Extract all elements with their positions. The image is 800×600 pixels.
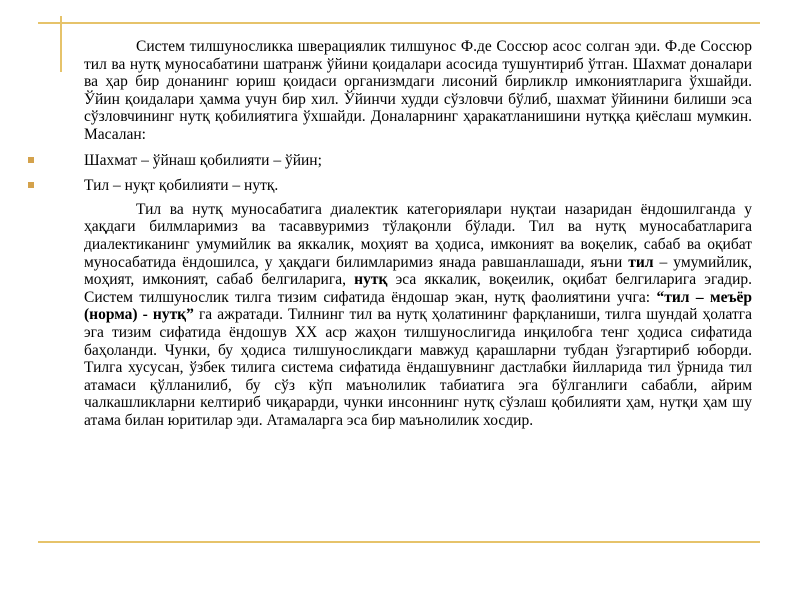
bullet-text: Тил – нуқт қобилияти – нутқ. [84, 177, 279, 195]
paragraph-gap [84, 169, 752, 175]
left-decorative-rule [60, 16, 62, 72]
intro-paragraph: Систем тилшуносликка шверациялик тилшунос Ф.де Соссюр асос солган эди. Ф.де Соссюр тил ва нутқ муносабатини шатранж ўйини қоидалари асосида тушунтириб ўтган. Шахмат доналари ва ҳар бир донанинг юриш қоидаси организмдаги лисоний бирликлр имкониятларига ўхшайди. Ўйин қоидалари ҳамма учун бир хил. Ўйинчи худди сўзловчи бўлиб, шахмат ўйинини билиши эса сўзловчининг нутқ қобилиятига ўхшайди. Доналарнинг ҳаракатланишини нутққа қиёслаш мумкин. Масалан: [84, 38, 752, 143]
bullet-square-icon [28, 157, 34, 163]
top-decorative-rule [38, 22, 760, 24]
bullet-text: Шахмат – ўйнаш қобилияти – ўйин; [84, 151, 322, 169]
main-paragraph [84, 201, 752, 430]
main-paragraph-text: – умумийлик, моҳият, имконият, сабаб белгиларига, [84, 253, 753, 289]
main-paragraph-text: Тил ва нутқ муносабатига диалектик категориялари нуқтаи назаридан ёндошилганда у ҳақдаги билмларимиз ва тасаввуримиз тўлақонли бўлади. Тил ва нутқ муносабатларига диалектиканинг умумийлик ва яккалик, моҳият ва ҳодиса, имконият ва воқелик, сабаб ва оқибат муносабатида ёндошилса, у ҳақдаги билимларимиз янада равшанлашади, яъни [84, 200, 752, 271]
paragraph-gap [84, 144, 752, 150]
bold-term-til: тил [628, 253, 654, 271]
bullet-item-chess [84, 152, 752, 170]
slide-text-body [84, 38, 752, 429]
main-paragraph-text: га ажратади. Тилнинг тил ва нутқ ҳолатининг фарқланиши, тилга шундай ҳолатга эга тизим сифатида ёндошув XX аср жаҳон тилшунослигида инқилобга тенг ҳодиса сифатида баҳоланди. Чунки, бу ҳодиса тилшуносликдаги мавжуд қарашларни тубдан ўзгартириб юборди. Тилга хусусан, ўзбек тилига система сифатида ёндашувнинг дастлабки йилларида тил ўрнида тил атамаси қўлланилиб, бу сўз кўп маънолилик табиатига эга бўлганлиги сабабли, айрим чалкашликларни келтириб чиқарарди, чунки инсоннинг нутқ сўзлаш қобилияти ҳам, нутқи ҳам шу атама билан юритилар эди. Атамаларга эса бир маънолилик хосдир. [84, 306, 753, 429]
bullet-square-icon [28, 182, 34, 188]
bullet-item-language [84, 177, 752, 195]
bottom-decorative-rule [38, 541, 760, 543]
main-paragraph-text: эса яккалик, воқеилик, оқибат белгиларига эгадир. Систем тилшунослик тилга тизим сифатида ёндошар экан, нутқ фаолиятини учга: [84, 271, 752, 306]
bold-term-triad: “тил – меъёр (норма) - нутқ” [84, 288, 752, 324]
bold-term-nutq: нутқ [354, 271, 388, 289]
